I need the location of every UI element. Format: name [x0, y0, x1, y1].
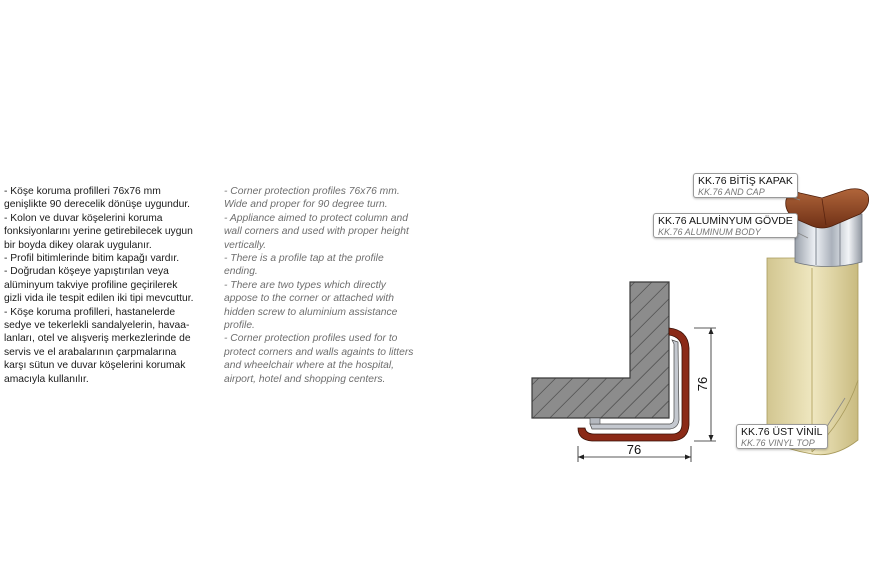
- vinyl-top-label-tr: KK.76 ÜST VİNİL: [741, 426, 823, 438]
- english-text-line: - There is a profile tap at the profile: [224, 253, 384, 265]
- english-text-line: airport, hotel and shopping centers.: [224, 373, 386, 385]
- vinyl-top-label-en: KK.76 VINYL TOP: [741, 438, 815, 448]
- english-text-line: ending.: [224, 266, 258, 278]
- turkish-text-line: - Kolon ve duvar köşelerini koruma: [4, 212, 163, 224]
- turkish-text-line: - Doğrudan köşeye yapıştırılan veya: [4, 266, 169, 278]
- turkish-text-line: - Köşe koruma profilleri 76x76 mm: [4, 186, 161, 197]
- turkish-text-line: genişlikte 90 derecelik dönüşe uygundur.: [4, 199, 191, 211]
- aluminum-body-label: [653, 213, 798, 238]
- dimension-width: 76: [626, 442, 642, 457]
- turkish-text-line: amacıyla kullanılır.: [4, 373, 89, 385]
- turkish-text-line: sedye ve tekerlekli sandalyelerin, havaa-: [4, 320, 190, 332]
- turkish-text-line: - Köşe koruma profilleri, hastanelerde: [4, 306, 176, 318]
- turkish-text-line: bir boyda dikey olarak uygulanır.: [4, 239, 152, 251]
- turkish-text-line: servis ve el arabalarının çarpmalarına: [4, 346, 177, 358]
- vinyl-top-label: [736, 424, 828, 449]
- english-text-line: and wheelchair where at the hospital,: [224, 360, 395, 372]
- english-text-line: protect corners and walls againts to litters: [224, 346, 414, 358]
- english-text-line: - There are two types which directly: [224, 279, 386, 291]
- english-text-line: - Corner protection profiles 76x76 mm.: [224, 186, 400, 197]
- end-cap-label-tr: KK.76 BİTİŞ KAPAK: [698, 175, 793, 187]
- aluminum-body-label-tr: KK.76 ALUMİNYUM GÖVDE: [658, 215, 793, 227]
- clip-detail: [590, 418, 600, 424]
- english-text-line: - Appliance aimed to protect column and: [224, 212, 408, 224]
- turkish-text-line: karşı sütun ve duvar köşelerini korumak: [4, 360, 186, 372]
- turkish-text-line: fonksiyonlarını yerine getirebilecek uygun: [4, 226, 193, 238]
- turkish-text-line: gizli vida ile tespit edilen iki tipi mevcuttur.: [4, 293, 194, 305]
- english-text-line: profile.: [224, 320, 255, 332]
- turkish-text-line: alüminyum takviye profiline geçirilerek: [4, 279, 178, 291]
- english-text-line: - Corner protection profiles used for to: [224, 333, 398, 345]
- turkish-text-line: lanları, otel ve alışveriş merkezlerinde de: [4, 333, 191, 345]
- english-text-line: wall corners and used with proper height: [224, 226, 409, 238]
- english-text-line: hidden screw to aluminium assistance: [224, 306, 398, 318]
- wall-section: [532, 282, 669, 418]
- end-cap-label: [693, 173, 798, 198]
- english-text-line: Wide and proper for 90 degree turn.: [224, 199, 388, 211]
- english-text-line: appose to the corner or attached with: [224, 293, 395, 305]
- english-text-line: vertically.: [224, 239, 267, 251]
- dimension-height: 76: [695, 376, 710, 392]
- section-drawing: [532, 282, 716, 462]
- turkish-text-line: - Profil bitimlerinde bitim kapağı vardır.: [4, 253, 180, 265]
- aluminum-body-label-en: KK.76 ALUMINUM BODY: [658, 227, 761, 237]
- end-cap-label-en: KK.76 AND CAP: [698, 187, 765, 197]
